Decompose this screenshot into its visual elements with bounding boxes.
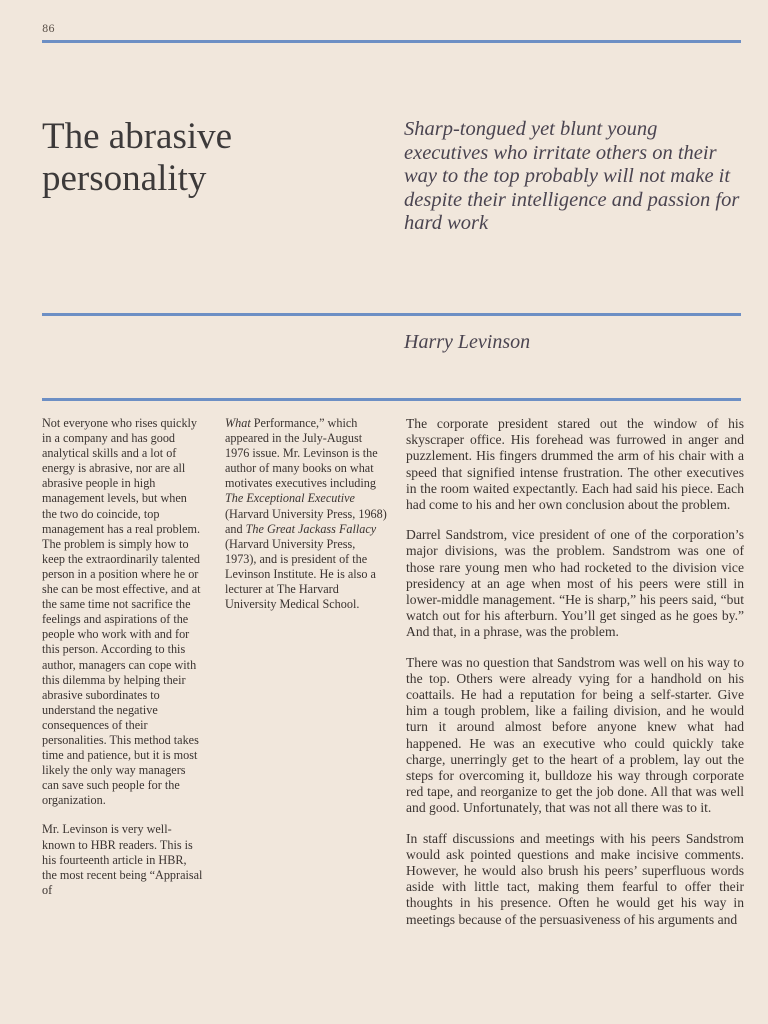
body-paragraph: In staff discussions and meetings with his peers Sandstrom would ask pointed questions and make incisive comments. However, he would also brush his peers’ superfluous words aside with little tact, making them fearful to offer their thoughts in his presence. Often he would get his way in meetings because of the persuasiveness of his arguments and (406, 830, 744, 927)
summary-column (42, 416, 204, 912)
article-title: The abrasive personality (42, 116, 233, 199)
book-title-2: The Great Jackass Fallacy (245, 521, 377, 536)
top-rule (42, 40, 741, 43)
book-title-1: The Exceptional Executive (225, 491, 355, 506)
author-bio-start: Mr. Levinson is very well-known to HBR readers. This is his fourteenth article in HBR, the most recent being “Appraisal of (42, 822, 203, 897)
body-paragraph: Darrel Sandstrom, vice president of one of the corporation’s major divisions, was the problem. Sandstrom was one of those rare young men who had rocketed to the division vice presidency at an age when most of his peers were still in lower-middle management. “He is sharp,” his peers said, “but watch out for his afterburn. You’ll get singed as he goes by.” And that, in a phrase, was the problem. (406, 527, 744, 640)
author-name: Harry Levinson (404, 331, 531, 353)
body-paragraph: The corporate president stared out the window of his skyscraper office. His forehead was furrowed in anger and puzzlement. His fingers drummed the arm of his chair with a speed that signified intense frustration. The other executives in the room waited expectantly. Each had said his piece. Each had come to his and her own conclusion about the problem. (406, 416, 744, 513)
bio-text: (Harvard University Press, 1973), and is president of the Levinson Institute. He is also a lecturer at The Harvard University Medical School. (225, 536, 376, 612)
summary-paragraph: Not everyone who rises quickly in a company and has good analytical skills and a lot of energy is abrasive, nor are all abrasive people in high management levels, but when the two do coincide, top management has a real problem. The problem is simply how to keep the extraordinarily talented person in a position where he or she can be most effective, and at the same time not sacrifice the feelings and aspirations of the people who work with and for this person. According to this author, managers can cope with this dilemma by helping their abrasive subordinates to understand the negative consequences of their personalities. This method takes time and patience, but it is most likely the only way managers can save such people for the organization. (42, 416, 201, 808)
middle-rule (42, 313, 741, 316)
lower-rule (42, 398, 741, 401)
body-paragraph: There was no question that Sandstrom was well on his way to the top. Others were already vying for a handhold on his coattails. He had a reputation for being a self-starter. Give him a tough problem, like a failing division, and he would turn it around almost before anyone knew what had happened. He was an executive who could quickly take charge, unerringly get to the heart of a problem, lay out the steps for overcoming it, bulldoze his way through corporate red tape, and reorganize to get the job done. All that was well and good. Unfortunately, that was not all there was to it. (406, 654, 744, 816)
author-bio-column (225, 416, 387, 626)
bio-text: Performance,” which appeared in the July-August 1976 issue. Mr. Levinson is the author of many books on what motivates executives including (225, 416, 378, 491)
bio-text: (Harvard University Press, 1968) and (225, 506, 387, 536)
article-body (406, 416, 744, 942)
bio-text-italic: What (225, 416, 251, 430)
author-bio-continued (225, 416, 387, 612)
article-deck: Sharp-tongued yet blunt young executives who irritate others on their way to the top probably will not make it despite their intelligence and passion for hard work (404, 118, 740, 234)
page-number: 86 (42, 24, 55, 35)
